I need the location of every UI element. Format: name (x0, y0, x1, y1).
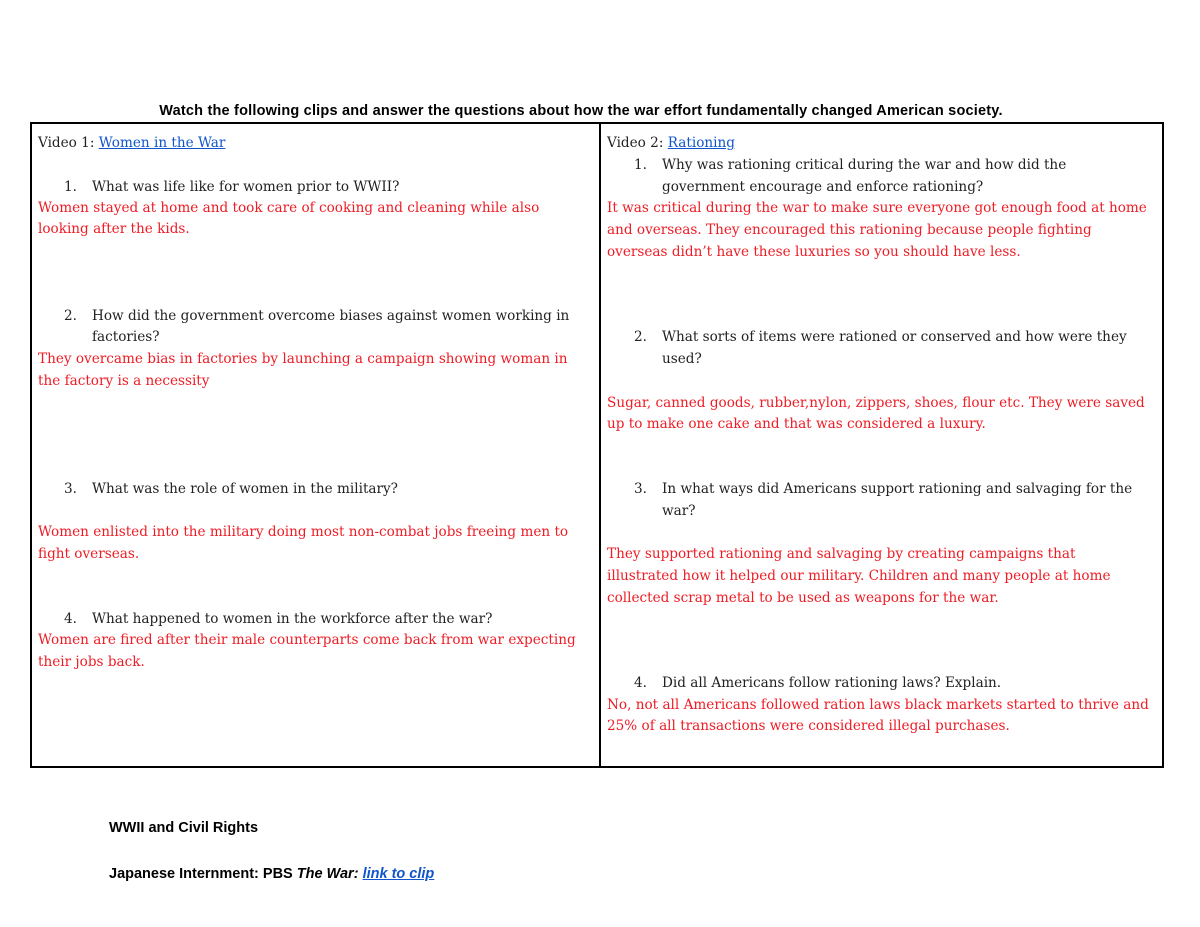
right-q2-line2: used? (662, 351, 702, 367)
right-a1-line1: It was critical during the war to make sure everyone got enough food at home (607, 200, 1147, 216)
left-q3-number: 3. (64, 481, 77, 497)
right-q1-line1: Why was rationing critical during the war and how did the (662, 157, 1067, 173)
video1-heading (38, 132, 225, 154)
right-q1-line2: government encourage and enforce rationing? (662, 179, 984, 195)
left-q3-text: What was the role of women in the military? (92, 481, 398, 497)
internment-prefix: Japanese Internment: PBS (109, 866, 297, 882)
left-a4-line1: Women are fired after their male counterparts come back from war expecting (38, 632, 576, 648)
left-q4-number: 4. (64, 611, 77, 627)
right-q4-text: Did all Americans follow rationing laws? Explain. (662, 675, 1002, 691)
instruction-heading: Watch the following clips and answer the questions about how the war effort fundamentally changed American society. (159, 103, 1003, 119)
table-border-right (1162, 124, 1164, 766)
section-title: WWII and Civil Rights (109, 820, 259, 836)
right-a3-line2: illustrated how it helped our military. Children and many people at home (607, 568, 1111, 584)
right-a2-line2: up to make one cake and that was considered a luxury. (607, 416, 986, 432)
right-a4-line1: No, not all Americans followed ration laws black markets started to thrive and (607, 697, 1149, 713)
right-q3-number: 3. (634, 481, 647, 497)
right-q2-number: 2. (634, 329, 647, 345)
right-a2-line1: Sugar, canned goods, rubber,nylon, zippers, shoes, flour etc. They were saved (607, 395, 1145, 411)
left-a3-line2: fight overseas. (38, 546, 140, 562)
video2-prefix: Video 2: (607, 135, 664, 151)
video2-link[interactable]: Rationing (667, 135, 735, 151)
left-a4-line2: their jobs back. (38, 654, 145, 670)
left-a1-line2: looking after the kids. (38, 221, 190, 237)
right-a1-line2: and overseas. They encouraged this rationing because people fighting (607, 222, 1092, 238)
table-column-divider (599, 124, 601, 766)
left-a1-line1: Women stayed at home and took care of cooking and cleaning while also (38, 200, 540, 216)
video1-prefix: Video 1: (38, 135, 95, 151)
video2-heading (607, 132, 735, 154)
right-q2-line1: What sorts of items were rationed or conserved and how were they (662, 329, 1127, 345)
right-q4-number: 4. (634, 675, 647, 691)
left-a2-line2: the factory is a necessity (38, 373, 210, 389)
left-a2-line1: They overcame bias in factories by launching a campaign showing woman in (38, 351, 568, 367)
left-q2-line1: How did the government overcome biases against women working in (92, 308, 570, 324)
right-q1-number: 1. (634, 157, 647, 173)
left-q2-number: 2. (64, 308, 77, 324)
table-border-left (30, 124, 32, 766)
internment-italic-title: The War: (296, 866, 359, 882)
internment-line (109, 866, 434, 882)
left-a3-line1: Women enlisted into the military doing most non-combat jobs freeing men to (38, 524, 569, 540)
right-q3-line2: war? (662, 503, 696, 519)
internment-clip-link[interactable]: link to clip (362, 866, 435, 882)
left-q1-text: What was life like for women prior to WWII? (92, 179, 400, 195)
right-a3-line1: They supported rationing and salvaging by creating campaigns that (607, 546, 1076, 562)
left-q2-line2: factories? (92, 329, 160, 345)
right-q3-line1: In what ways did Americans support rationing and salvaging for the (662, 481, 1133, 497)
right-a4-line2: 25% of all transactions were considered illegal purchases. (607, 718, 1010, 734)
left-q1-number: 1. (64, 179, 77, 195)
right-a1-line3: overseas didn’t have these luxuries so you should have less. (607, 244, 1021, 260)
left-q4-text: What happened to women in the workforce after the war? (92, 611, 493, 627)
right-a3-line3: collected scrap metal to be used as weapons for the war. (607, 590, 999, 606)
video1-link[interactable]: Women in the War (98, 135, 226, 151)
